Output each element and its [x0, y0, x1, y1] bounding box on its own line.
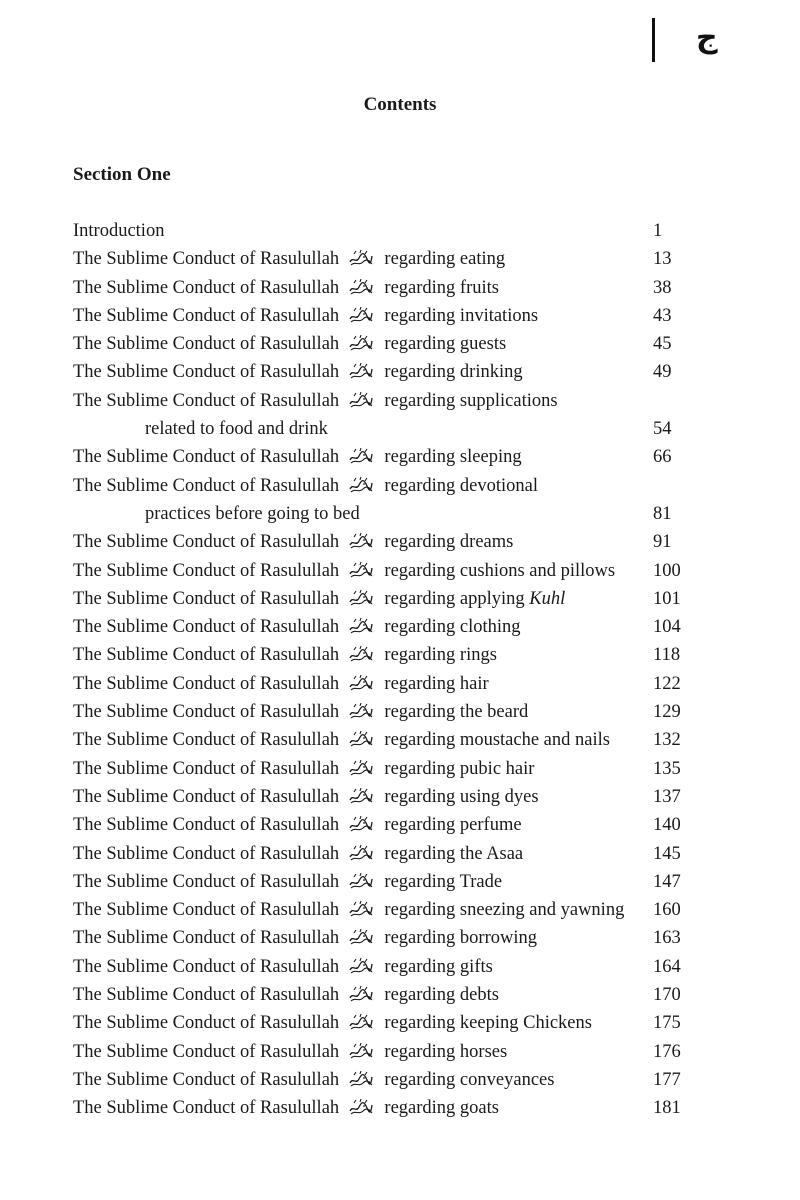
toc-page-number: 91 [653, 532, 672, 553]
toc-entry-title: Introduction [73, 221, 165, 241]
toc-page-number: 140 [653, 815, 681, 836]
toc-row [73, 868, 693, 896]
toc-page-number: 135 [653, 758, 681, 779]
toc-entry-title [73, 811, 522, 839]
toc-row [73, 924, 693, 952]
toc-entry-prefix: The Sublime Conduct of Rasulullah [73, 786, 340, 807]
toc-row [73, 670, 693, 698]
toc-entry-topic-italic: Kuhl [529, 588, 566, 609]
toc-entry-prefix: The Sublime Conduct of Rasulullah [73, 1098, 340, 1119]
toc-page-number: 101 [653, 588, 681, 609]
toc-row [73, 641, 693, 669]
salutation-seal-icon [348, 475, 374, 495]
toc-entry-prefix: The Sublime Conduct of Rasulullah [73, 815, 340, 836]
toc-page-number: 66 [653, 447, 672, 468]
toc-entry-title [73, 585, 565, 613]
salutation-seal-icon [348, 786, 374, 806]
toc-entry-title [73, 698, 528, 726]
toc-page-number: 176 [653, 1041, 681, 1062]
salutation-seal-icon [348, 701, 374, 721]
toc-row [73, 443, 693, 471]
toc-entry-prefix: The Sublime Conduct of Rasulullah [73, 985, 340, 1006]
toc-row [73, 896, 693, 924]
salutation-seal-icon [348, 560, 374, 580]
toc-row-introduction [73, 217, 693, 245]
toc-row [73, 811, 693, 839]
toc-entry-topic: regarding cushions and pillows [384, 560, 616, 581]
toc-page-number: 38 [653, 277, 672, 298]
salutation-seal-icon [348, 305, 374, 325]
toc-entry-prefix: The Sublime Conduct of Rasulullah [73, 475, 340, 496]
toc-entry-topic: regarding the Asaa [384, 843, 524, 864]
toc-entry-title [73, 358, 523, 386]
toc-entry-topic: regarding invitations [384, 305, 539, 326]
toc-page-number: 129 [653, 702, 681, 723]
toc-entry-title [73, 755, 534, 783]
toc-entry-topic: regarding using dyes [384, 786, 539, 807]
salutation-seal-icon [348, 1097, 374, 1117]
toc-entry-prefix: The Sublime Conduct of Rasulullah [73, 1013, 340, 1034]
toc-entry-prefix: The Sublime Conduct of Rasulullah [73, 900, 340, 921]
toc-entry-topic: regarding keeping Chickens [384, 1013, 592, 1034]
toc-entry-title [73, 245, 505, 273]
toc-entry-title [73, 868, 502, 896]
toc-page-number: 137 [653, 786, 681, 807]
toc-entry-title [73, 641, 497, 669]
toc-entry-prefix: The Sublime Conduct of Rasulullah [73, 447, 340, 468]
salutation-seal-icon [348, 1012, 374, 1032]
salutation-seal-icon [348, 446, 374, 466]
toc-page-number: 1 [653, 221, 663, 241]
toc-entry-title [73, 840, 523, 868]
toc-entry-title [73, 472, 538, 500]
toc-entry-prefix: The Sublime Conduct of Rasulullah [73, 560, 340, 581]
toc-page-number: 81 [653, 503, 672, 524]
toc-entry-title [73, 953, 493, 981]
toc-entry-topic: regarding eating [384, 249, 506, 270]
toc-entry-prefix: The Sublime Conduct of Rasulullah [73, 956, 340, 977]
toc-entry-topic: regarding devotional [384, 475, 539, 496]
toc-page-number: 54 [653, 419, 672, 440]
toc-row [73, 1094, 693, 1122]
toc-entry-topic: regarding supplications [384, 390, 558, 411]
toc-entry-topic: regarding horses [384, 1041, 508, 1062]
toc-row [73, 472, 693, 500]
toc-entry-topic: regarding sleeping [384, 447, 522, 468]
page-marker [652, 18, 718, 62]
toc-entry-continuation: practices before going to bed [145, 503, 360, 524]
toc-page-number: 147 [653, 871, 681, 892]
toc-entry-title [73, 528, 513, 556]
toc-entry-title [73, 302, 538, 330]
toc-page-number: 13 [653, 249, 672, 270]
toc-entry-topic: regarding pubic hair [384, 758, 535, 779]
toc-entry-prefix: The Sublime Conduct of Rasulullah [73, 588, 340, 609]
toc-entry-prefix: The Sublime Conduct of Rasulullah [73, 645, 340, 666]
toc-entry-topic: regarding borrowing [384, 928, 538, 949]
toc-row [73, 358, 693, 386]
toc-page-number: 118 [653, 645, 681, 666]
toc-page-number: 43 [653, 305, 672, 326]
toc-entry-topic: regarding moustache and nails [384, 730, 610, 751]
toc-entry-title [73, 981, 499, 1009]
marker-rule [652, 18, 655, 62]
toc-entry-topic: regarding goats [384, 1098, 499, 1119]
salutation-seal-icon [348, 758, 374, 778]
toc-row [73, 1038, 693, 1066]
toc-entry-prefix: The Sublime Conduct of Rasulullah [73, 843, 340, 864]
toc-entry-title [73, 330, 506, 358]
salutation-seal-icon [348, 729, 374, 749]
toc-row [73, 245, 693, 273]
toc-row [73, 698, 693, 726]
salutation-seal-icon [348, 814, 374, 834]
toc-page-number: 177 [653, 1069, 681, 1090]
toc-row [73, 274, 693, 302]
toc-entry-prefix: The Sublime Conduct of Rasulullah [73, 871, 340, 892]
salutation-seal-icon [348, 984, 374, 1004]
toc-entry-title [73, 726, 610, 754]
salutation-seal-icon [348, 673, 374, 693]
salutation-seal-icon [348, 927, 374, 947]
toc-entry-prefix: The Sublime Conduct of Rasulullah [73, 730, 340, 751]
toc-entry-prefix: The Sublime Conduct of Rasulullah [73, 532, 340, 553]
toc-entry-prefix: The Sublime Conduct of Rasulullah [73, 305, 340, 326]
toc-row [73, 557, 693, 585]
toc-entry-prefix: The Sublime Conduct of Rasulullah [73, 249, 340, 270]
salutation-seal-icon [348, 1069, 374, 1089]
toc-page-number: 122 [653, 673, 681, 694]
section-heading: Section One [73, 164, 171, 185]
salutation-seal-icon [348, 1041, 374, 1061]
toc-entry-topic: regarding dreams [384, 532, 514, 553]
toc-page-number: 175 [653, 1013, 681, 1034]
toc-entry-topic: regarding sneezing and yawning [384, 900, 625, 921]
toc-entry-title [73, 1038, 507, 1066]
salutation-seal-icon [348, 390, 374, 410]
toc-page-number: 160 [653, 900, 681, 921]
toc-entry-title [73, 1066, 554, 1094]
page-title: Contents [363, 94, 437, 115]
toc-row [73, 953, 693, 981]
toc-entry-prefix: The Sublime Conduct of Rasulullah [73, 334, 340, 355]
toc-page-number: 49 [653, 362, 672, 383]
toc-entry-topic: regarding applying [384, 588, 525, 609]
salutation-seal-icon [348, 361, 374, 381]
salutation-seal-icon [348, 333, 374, 353]
toc-entry-prefix: The Sublime Conduct of Rasulullah [73, 758, 340, 779]
toc-entry-topic: regarding rings [384, 645, 497, 666]
toc-row [73, 840, 693, 868]
toc-entry-prefix: The Sublime Conduct of Rasulullah [73, 673, 340, 694]
toc-entry-title [73, 1094, 499, 1122]
toc-entry-title [73, 613, 521, 641]
toc-entry-prefix: The Sublime Conduct of Rasulullah [73, 1069, 340, 1090]
toc-entry-title [73, 443, 522, 471]
table-of-contents [73, 217, 693, 1123]
salutation-seal-icon [348, 531, 374, 551]
toc-entry-topic: regarding fruits [384, 277, 499, 298]
toc-entry-topic: regarding gifts [384, 956, 493, 977]
toc-entry-topic: regarding conveyances [384, 1069, 555, 1090]
toc-entry-continuation: related to food and drink [145, 419, 328, 440]
salutation-seal-icon [348, 277, 374, 297]
toc-page-number: 100 [653, 560, 681, 581]
salutation-seal-icon [348, 956, 374, 976]
toc-row [73, 755, 693, 783]
toc-entry-prefix: The Sublime Conduct of Rasulullah [73, 277, 340, 298]
toc-page-number: 163 [653, 928, 681, 949]
page-letter: ج [696, 20, 718, 55]
toc-row [73, 613, 693, 641]
toc-row [73, 330, 693, 358]
toc-entry-topic: regarding drinking [384, 362, 523, 383]
salutation-seal-icon [348, 899, 374, 919]
salutation-seal-icon [348, 248, 374, 268]
salutation-seal-icon [348, 588, 374, 608]
toc-entry-title [73, 670, 489, 698]
toc-entry-topic: regarding perfume [384, 815, 522, 836]
salutation-seal-icon [348, 644, 374, 664]
toc-entry-title [73, 274, 499, 302]
toc-row-continuation [73, 415, 693, 443]
toc-entry-prefix: The Sublime Conduct of Rasulullah [73, 390, 340, 411]
toc-page-number: 145 [653, 843, 681, 864]
toc-page-number: 104 [653, 617, 681, 638]
toc-entry-prefix: The Sublime Conduct of Rasulullah [73, 928, 340, 949]
toc-entry-title [73, 557, 615, 585]
toc-entry-prefix: The Sublime Conduct of Rasulullah [73, 702, 340, 723]
toc-entry-title [73, 1009, 592, 1037]
toc-row [73, 981, 693, 1009]
toc-row [73, 585, 693, 613]
toc-row [73, 387, 693, 415]
toc-entry-title [73, 896, 624, 924]
toc-page-number: 170 [653, 985, 681, 1006]
toc-entry-prefix: The Sublime Conduct of Rasulullah [73, 1041, 340, 1062]
toc-entry-topic: regarding the beard [384, 702, 529, 723]
toc-page-number: 164 [653, 956, 681, 977]
toc-entry-topic: regarding clothing [384, 617, 521, 638]
toc-row-continuation [73, 500, 693, 528]
toc-entry-topic: regarding debts [384, 985, 499, 1006]
toc-page-number: 132 [653, 730, 681, 751]
toc-row [73, 528, 693, 556]
toc-row [73, 1009, 693, 1037]
salutation-seal-icon [348, 843, 374, 863]
toc-entry-title [73, 387, 558, 415]
toc-entry-prefix: The Sublime Conduct of Rasulullah [73, 362, 340, 383]
toc-row [73, 1066, 693, 1094]
toc-entry-prefix: The Sublime Conduct of Rasulullah [73, 617, 340, 638]
toc-entry-topic: regarding Trade [384, 871, 503, 892]
toc-row [73, 726, 693, 754]
toc-page-number: 45 [653, 334, 672, 355]
toc-entry-title [73, 783, 539, 811]
toc-entry-topic: regarding guests [384, 334, 507, 355]
toc-row [73, 783, 693, 811]
salutation-seal-icon [348, 616, 374, 636]
toc-entry-title [73, 924, 537, 952]
toc-page-number: 181 [653, 1098, 681, 1119]
toc-entry-topic: regarding hair [384, 673, 489, 694]
salutation-seal-icon [348, 871, 374, 891]
toc-row [73, 302, 693, 330]
